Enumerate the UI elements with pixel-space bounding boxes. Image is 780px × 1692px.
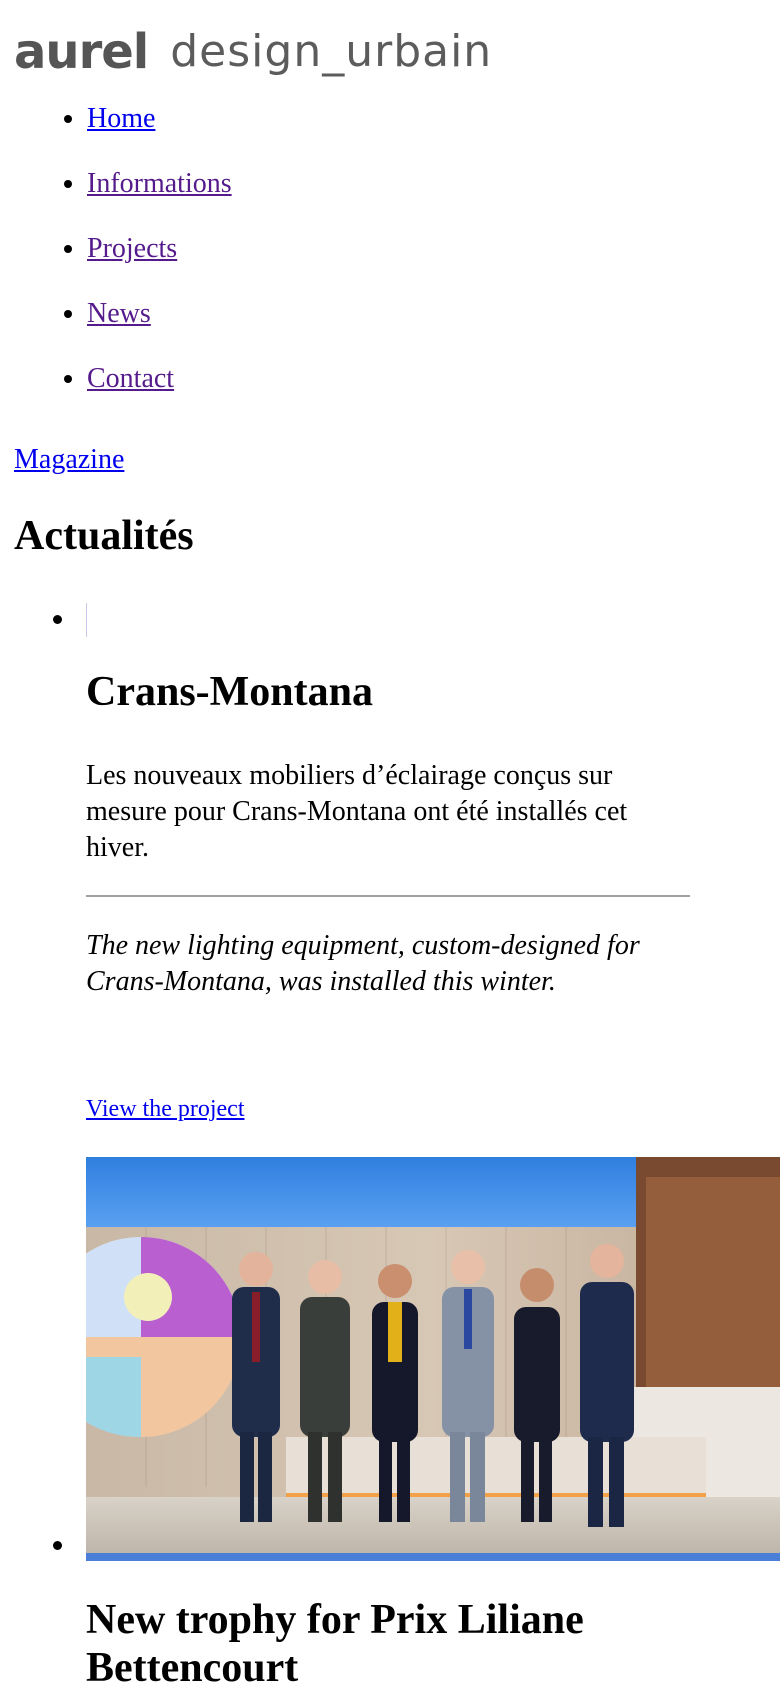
logo-brand: aurel [14,24,149,80]
article-text-fr: Les nouveaux mobiliers d’éclairage conçus sur mesure pour Crans-Montana ont été installés cet hiver. [86,760,628,863]
list-bullet [53,615,62,624]
main-nav [0,104,232,429]
divider [86,895,690,897]
nav-link-contact[interactable]: Contact [87,363,175,394]
article-title: Crans-Montana [86,669,374,715]
nav-item-projects [87,234,232,299]
nav-item-home [87,104,232,169]
nav-item-news [87,299,232,364]
image-placeholder[interactable] [86,603,87,637]
article-title: New trophy for Prix Liliane Bettencourt [86,1597,584,1691]
article-photo[interactable] [86,1157,780,1561]
list-bullet [53,1541,62,1550]
nav-item-informations [87,169,232,234]
nav-link-projects[interactable]: Projects [87,233,178,264]
site-logo[interactable] [14,22,492,82]
view-project-link[interactable]: View the project [86,1096,245,1122]
nav-link-informations[interactable]: Informations [87,168,232,199]
nav-item-contact [87,364,232,429]
magazine-link[interactable]: Magazine [14,444,125,475]
section-title: Actualités [14,513,194,559]
nav-link-home[interactable]: Home [87,103,156,134]
logo-tagline: design_urbain [170,26,493,77]
nav-link-news[interactable]: News [87,298,151,329]
article-text-en: The new lighting equipment, custom-designed for Crans-Montana, was installed this winter. [86,930,640,997]
